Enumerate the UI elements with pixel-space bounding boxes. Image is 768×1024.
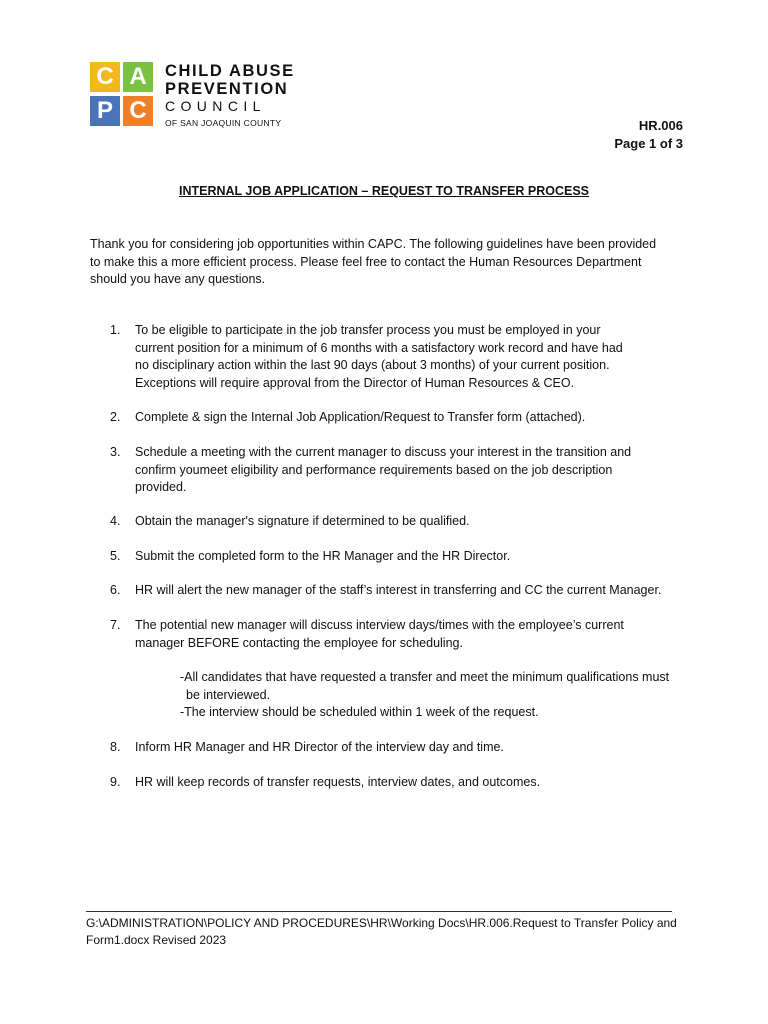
footer-line: G:\ADMINISTRATION\POLICY AND PROCEDURES\HR\Working Docs\HR.006.Request to Transfer Policy and	[86, 916, 677, 930]
list-line: To be eligible to participate in the job transfer process you must be employed in your	[135, 323, 601, 337]
list-line: manager BEFORE contacting the employee for scheduling.	[135, 635, 463, 650]
logo-tile-c: C	[90, 62, 120, 92]
intro-paragraph	[90, 236, 680, 289]
list-number: 9.	[110, 775, 121, 789]
logo-tile-p: P	[90, 96, 120, 126]
list-number: 8.	[110, 740, 121, 754]
list-text	[135, 617, 655, 652]
list-subitems	[180, 669, 700, 722]
list-line: Complete & sign the Internal Job Application/Request to Transfer form (attached).	[135, 410, 586, 424]
list-line: HR will alert the new manager of the staff’s interest in transferring and CC the current Manager.	[135, 583, 662, 597]
list-line: Inform HR Manager and HR Director of the interview day and time.	[135, 740, 504, 754]
policy-code: HR.006	[638, 118, 683, 133]
document-title: INTERNAL JOB APPLICATION – REQUEST TO TRANSFER PROCESS	[179, 184, 589, 198]
footer-file-path	[86, 915, 686, 949]
list-text	[135, 774, 655, 792]
document-reference	[614, 117, 683, 153]
list-line: Submit the completed form to the HR Manager and the HR Director.	[135, 549, 511, 563]
list-line: The potential new manager will discuss interview days/times with the employee’s current	[135, 618, 624, 632]
list-text	[135, 513, 655, 531]
list-line: HR will keep records of transfer requests, interview dates, and outcomes.	[135, 775, 541, 789]
footer-divider	[86, 911, 672, 912]
list-text	[135, 444, 655, 497]
list-line: no disciplinary action within the last 90 days (about 3 months) of your current position.	[135, 358, 610, 372]
logo-line-3: COUNCIL	[165, 98, 266, 114]
list-text	[135, 582, 695, 600]
sub-line: -The interview should be scheduled within 1 week of the request.	[180, 705, 539, 719]
list-line: confirm youmeet eligibility and performance requirements based on the job description	[135, 462, 613, 477]
list-number: 3.	[110, 445, 121, 459]
footer-line: Form1.docx Revised 2023	[86, 933, 227, 947]
sub-line: -All candidates that have requested a transfer and meet the minimum qualifications must	[180, 670, 670, 684]
list-line: current position for a minimum of 6 months with a satisfactory work record and have had	[135, 340, 623, 355]
logo-line-2: PREVENTION	[165, 80, 289, 98]
list-text	[135, 548, 655, 566]
logo-line-4: OF SAN JOAQUIN COUNTY	[165, 118, 282, 128]
list-number: 7.	[110, 618, 121, 632]
logo-line-1: CHILD ABUSE	[165, 62, 295, 80]
page-number: Page 1 of 3	[614, 136, 683, 151]
list-line: Schedule a meeting with the current manager to discuss your interest in the transition and	[135, 445, 632, 459]
intro-line: Thank you for considering job opportunities within CAPC. The following guidelines have been provided	[90, 237, 657, 251]
list-number: 6.	[110, 583, 121, 597]
capc-logo	[90, 62, 320, 132]
logo-wordmark	[165, 62, 320, 128]
list-text	[135, 409, 655, 427]
list-number: 4.	[110, 514, 121, 528]
list-line: Obtain the manager's signature if determined to be qualified.	[135, 514, 470, 528]
list-number: 1.	[110, 323, 121, 337]
list-line: provided.	[135, 480, 187, 494]
sub-line: be interviewed.	[186, 687, 271, 702]
list-number: 5.	[110, 549, 121, 563]
intro-line: should you have any questions.	[90, 272, 266, 286]
list-text	[135, 739, 655, 757]
logo-tile-a: A	[123, 62, 153, 92]
list-number: 2.	[110, 410, 121, 424]
logo-tile-c2: C	[123, 96, 153, 126]
intro-line: to make this a more efficient process. Please feel free to contact the Human Resources Department	[90, 254, 642, 269]
list-line: Exceptions will require approval from the Director of Human Resources & CEO.	[135, 375, 575, 390]
list-text	[135, 322, 655, 392]
